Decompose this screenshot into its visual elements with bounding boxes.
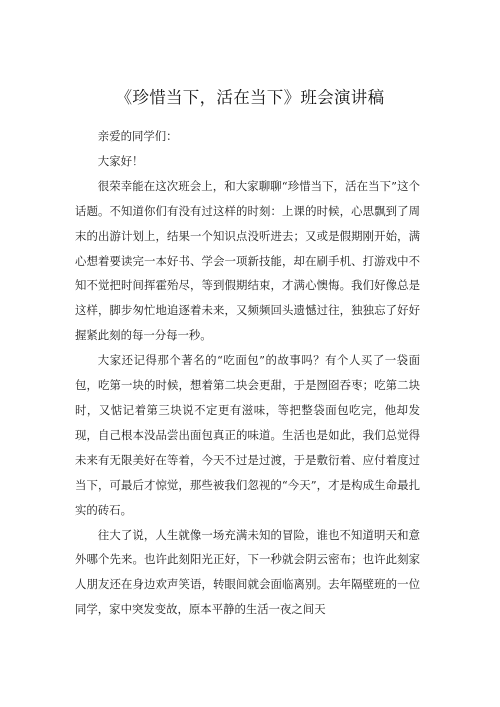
document-body [75,124,420,622]
body-paragraph: 很荣幸能在这次班会上，和大家聊聊“珍惜当下，活在当下”这个话题。不知道你们有没有过这样的时刻：上课的时候，心思飘到了周末的出游计划上，结果一个知识点没听进去；又或是假期刚开始，满心想着要读完一本好书、学会一项新技能，却在刷手机、打游戏中不知不觉把时间挥霍殆尽，等到假期结束，才满心懊悔。我们好像总是这样，脚步匆忙地追逐着未来，又频频回头遗憾过往，独独忘了好好握紧此刻的每一分每一秒。 [75,178,420,343]
greeting: 大家好！ [97,153,144,168]
document-title: 《珍惜当下，活在当下》班会演讲稿 [115,88,385,108]
body-paragraph: 大家还记得那个著名的“吃面包”的故事吗？有个人买了一袋面包，吃第一块的时候，想着第二块会更甜，于是囫囵吞枣；吃第二块时，又惦记着第三块说不定更有滋味，等把整袋面包吃完，他却发现，自己根本没品尝出面包真正的味道。生活也是如此，我们总觉得未来有无限美好在等着，今天不过是过渡，于是敷衍着、应付着度过当下，可最后才惊觉，那些被我们忽视的“今天”，才是构成生命最扎实的砖石。 [75,353,420,517]
body-paragraph: 往大了说，人生就像一场充满未知的冒险，谁也不知道明天和意外哪个先来。也许此刻阳光正好，下一秒就会阴云密布；也许此刻家人朋友还在身边欢声笑语，转眼间就会面临离别。去年隔壁班的一位同学，家中突发变故，原本平静的生活一夜之间天 [75,527,420,617]
salutation: 亲爱的同学们： [97,129,178,143]
